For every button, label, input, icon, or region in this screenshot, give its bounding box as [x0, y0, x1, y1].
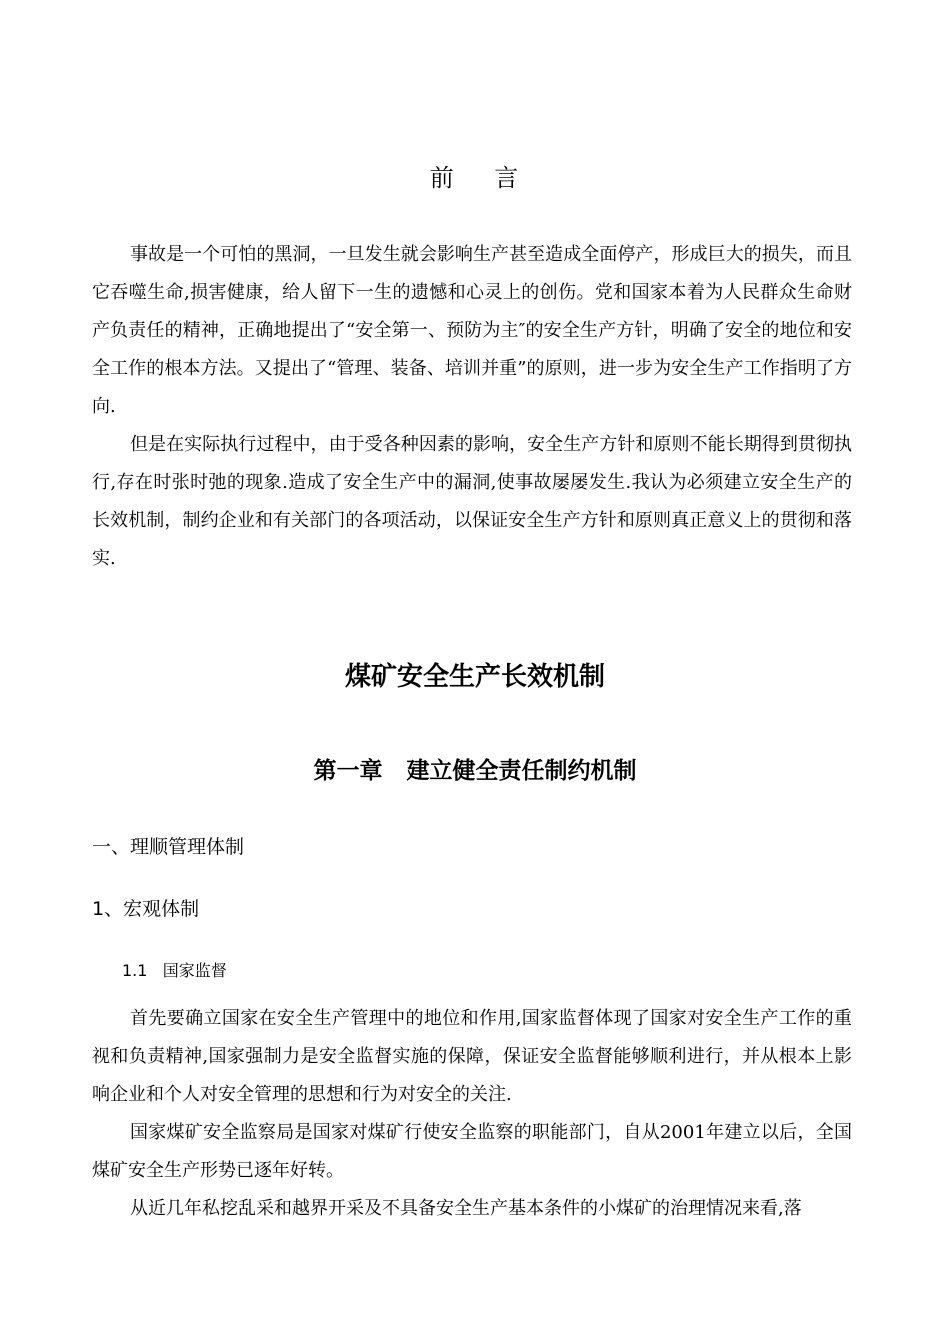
subsubsection-heading: 1.1 国家监督: [122, 961, 227, 980]
body-paragraph: 首先要确立国家在安全生产管理中的地位和作用,国家监督体现了国家对安全生产工作的重视和负责精神,国家强制力是安全监督实施的保障，保证安全监督能够顺利进行，并从根本上影响企业和个人对安全管理的思想和行为对安全的关注.: [92, 1008, 852, 1105]
section-heading: 一、理顺管理体制: [92, 836, 245, 858]
preface-paragraph: 事故是一个可怕的黑洞，一旦发生就会影响生产甚至造成全面停产，形成巨大的损失，而且它吞噬生命,损害健康，给人留下一生的遗憾和心灵上的创伤。党和国家本着为人民群众生命财产负责任的精神，正确地提出了“安全第一、预防为主″的安全生产方针，明确了安全的地位和安全工作的根本方法。又提出了“管理、装备、培训并重”的原则，进一步为安全生产工作指明了方向.: [92, 244, 852, 417]
subsection-heading: 1、宏观体制: [92, 898, 200, 920]
body-paragraph: 从近几年私挖乱采和越界开采及不具备安全生产基本条件的小煤矿的治理情况来看,落: [130, 1198, 802, 1219]
preface-title: 前 言: [429, 164, 521, 192]
chapter-title: 第一章 建立健全责任制约机制: [313, 758, 637, 784]
body-paragraph: 国家煤矿安全监察局是国家对煤矿行使安全监察的职能部门，自从2001年建立以后，全国煤矿安全生产形势已逐年好转。: [92, 1122, 852, 1181]
document-title: 煤矿安全生产长效机制: [344, 662, 605, 692]
preface-paragraph: 但是在实际执行过程中，由于受各种因素的影响，安全生产方针和原则不能长期得到贯彻执行,存在时张时弛的现象.造成了安全生产中的漏洞,使事故屡屡发生.我认为必须建立安全生产的长效机制，制约企业和有关部门的各项活动，以保证安全生产方针和原则真正意义上的贯彻和落实.: [92, 434, 852, 569]
section-body: [92, 1000, 852, 1228]
preface-body: [92, 236, 852, 578]
